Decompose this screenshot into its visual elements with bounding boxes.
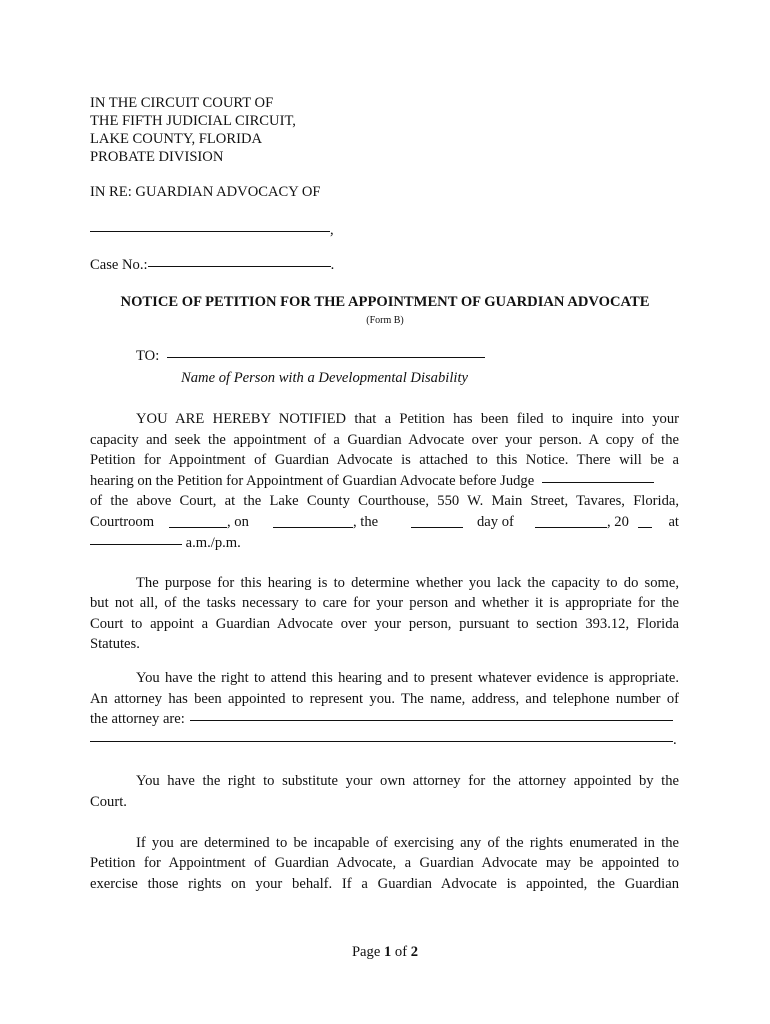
para4-line2: Court. [90,794,127,810]
para3-line3 [90,710,673,728]
para5-line3: exercise those rights on your behalf. If a Guardian Advocate is appointed, the Guardian [90,876,679,892]
to-line [136,347,485,365]
para2-line3: Court to appoint a Guardian Advocate over your person, pursuant to section 393.12, Florida [90,616,679,632]
ward-name-line [90,221,334,239]
courtroom-label: Courtroom [90,514,155,530]
page-footer [0,944,770,961]
para1-line7 [90,534,241,552]
case-no-period: . [330,257,335,273]
attorney-blank-2[interactable] [90,740,673,742]
day-of-label: day of [477,514,514,530]
ward-comma: , [330,222,334,238]
para2-line1: The purpose for this hearing is to determine whether you lack the capacity to do some, [136,575,679,591]
judge-text: hearing on the Petition for Appointment of Guardian Advocate before Judge [90,473,535,489]
year-blank[interactable] [638,526,652,528]
para1-line4 [90,472,654,490]
ward-name-blank[interactable] [90,230,330,232]
courtroom-blank[interactable] [169,526,227,528]
page-total: 2 [410,944,419,960]
document-title: NOTICE OF PETITION FOR THE APPOINTMENT OF GUARDIAN ADVOCATE [120,294,650,310]
court-line-3: LAKE COUNTY, FLORIDA [90,131,263,147]
para1-line2: capacity and seek the appointment of a Guardian Advocate over your person. A copy of the [90,432,679,448]
judge-blank[interactable] [542,481,654,483]
to-name-blank[interactable] [167,356,485,358]
case-number-line [90,256,334,274]
court-line-4: PROBATE DIVISION [90,149,224,165]
to-caption: Name of Person with a Developmental Disability [181,370,468,386]
para2-line2: but not all, of the tasks necessary to care for your person and whether it is appropriate for the [90,595,679,611]
para2-line4: Statutes. [90,636,140,652]
date-blank[interactable] [273,526,353,528]
para1-line3: Petition for Appointment of Guardian Advocate is attached to this Notice. There will be a [90,452,679,468]
para5-line1: If you are determined to be incapable of exercising any of the rights enumerated in the [136,835,679,851]
para1-line5: of the above Court, at the Lake County Courthouse, 550 W. Main Street, Tavares, Florida, [90,493,679,509]
para1-line1: YOU ARE HEREBY NOTIFIED that a Petition has been filed to inquire into your [136,411,679,427]
para5-line2: Petition for Appointment of Guardian Advocate, a Guardian Advocate may be appointed to [90,855,679,871]
para3-line4 [90,731,677,749]
attorney-label: the attorney are: [90,711,185,727]
month-blank[interactable] [535,526,607,528]
year-label: , 20 [607,514,629,530]
court-line-1: IN THE CIRCUIT COURT OF [90,95,274,111]
attorney-end-period: . [673,732,677,748]
the-label: , the [353,514,379,530]
page-number: 1 [383,944,392,960]
day-blank[interactable] [411,526,463,528]
of-word: of [394,944,408,960]
para3-line2: An attorney has been appointed to represent you. The name, address, and telephone number of [90,691,679,707]
in-re-line: IN RE: GUARDIAN ADVOCACY OF [90,184,321,200]
case-no-blank[interactable] [148,265,331,267]
court-line-2: THE FIFTH JUDICIAL CIRCUIT, [90,113,296,129]
page-word: Page [351,944,381,960]
at-label: at [668,514,679,530]
ampm-label: a.m./p.m. [185,535,241,551]
para4-line1: You have the right to substitute your own attorney for the attorney appointed by the [136,773,679,789]
time-blank[interactable] [90,543,182,545]
para3-line1: You have the right to attend this hearing and to present whatever evidence is appropriate. [136,670,679,686]
on-label: , on [227,514,249,530]
to-label: TO: [136,348,160,364]
form-label: (Form B) [366,315,404,326]
attorney-blank-1[interactable] [190,719,673,721]
case-no-label: Case No.: [90,257,148,273]
